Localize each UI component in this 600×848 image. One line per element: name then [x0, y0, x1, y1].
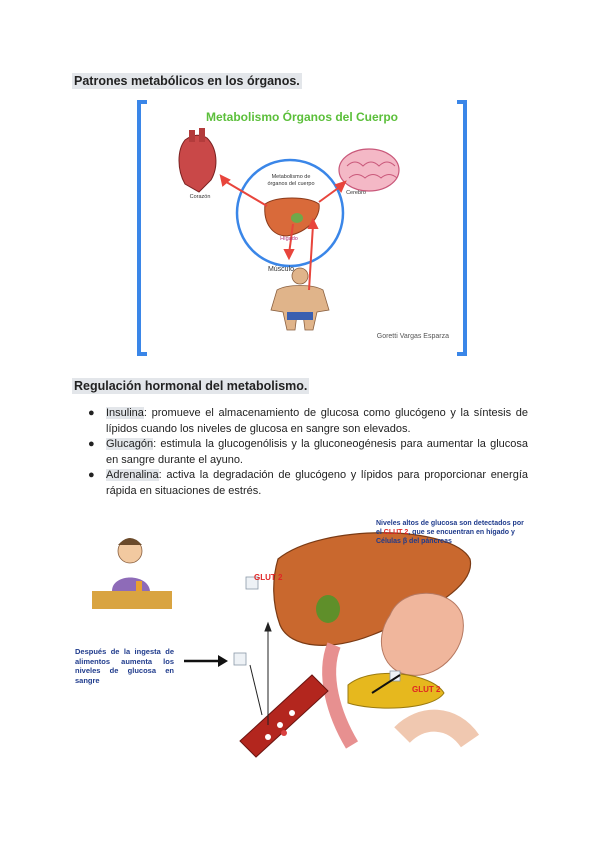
detection-note-text-2: , que se encuentran en hígado y Células β del páncreas: [376, 529, 515, 545]
section-heading-organs: Patrones metabólicos en los órganos.: [74, 74, 300, 88]
muscle-man-icon: [271, 268, 329, 330]
brain-icon: [339, 149, 399, 191]
hormone-term: Adrenalina: [106, 469, 159, 481]
hormone-description: : estimula la glucogenólisis y la gluconeogénesis para aumentar la glucosa en sangre durante el ayuno.: [106, 438, 528, 466]
hormone-description: : promueve el almacenamiento de glucosa como glucógeno y la síntesis de lípidos cuando los niveles de glucosa en sangre son elevados.: [106, 407, 528, 435]
list-item: [80, 406, 528, 437]
hormone-list: [80, 406, 528, 499]
heart-icon: [179, 128, 216, 192]
detection-note-highlight: CLUT 2: [383, 529, 409, 536]
glucose-detection-figure: [72, 515, 532, 760]
ingestion-note: Después de la ingesta de alimentos aumenta los niveles de glucosa en sangre: [75, 647, 174, 685]
heart-label: Corazón: [189, 194, 211, 200]
hormone-description: : activa la degradación de glucógeno y lípidos para proporcionar energía rápida en situaciones de estrés.: [106, 469, 528, 497]
organ-metabolism-figure: [137, 100, 467, 356]
detection-note: [376, 519, 526, 546]
pointer-lines: [250, 623, 271, 725]
bullet-icon: ●: [88, 407, 95, 419]
organ-diagram: [137, 100, 467, 356]
bullet-icon: ●: [88, 469, 95, 481]
detection-note-text-1: Niveles altos de glucosa son detectados por el: [376, 520, 524, 536]
hormone-term: Glucagón: [106, 438, 154, 450]
person-eating-icon: [92, 538, 172, 609]
list-item: [80, 468, 528, 499]
hormone-term: Insulina: [106, 407, 144, 419]
list-item: [80, 437, 528, 468]
blood-vessel-icon: [240, 675, 328, 757]
bullet-icon: ●: [88, 438, 95, 450]
figure-credit: Goretti Vargas Esparza: [376, 333, 449, 340]
muscle-label: Músculo: [267, 266, 295, 273]
circle-label-2: órganos del cuerpo: [267, 181, 315, 187]
section-heading-hormonal: Regulación hormonal del metabolismo.: [74, 379, 308, 393]
brain-label: Cerebro: [346, 190, 366, 196]
glut2-label-liver: GLUT 2: [254, 573, 283, 582]
liver-label: Hígado: [280, 236, 298, 242]
figure-title: Metabolismo Órganos del Cuerpo: [205, 110, 399, 124]
arrow-icon: [184, 655, 228, 667]
glucose-diagram: [72, 515, 532, 760]
glut2-label-pancreas: GLUT 2: [412, 685, 441, 694]
circle-label-1: Metabolismo de: [271, 174, 311, 180]
